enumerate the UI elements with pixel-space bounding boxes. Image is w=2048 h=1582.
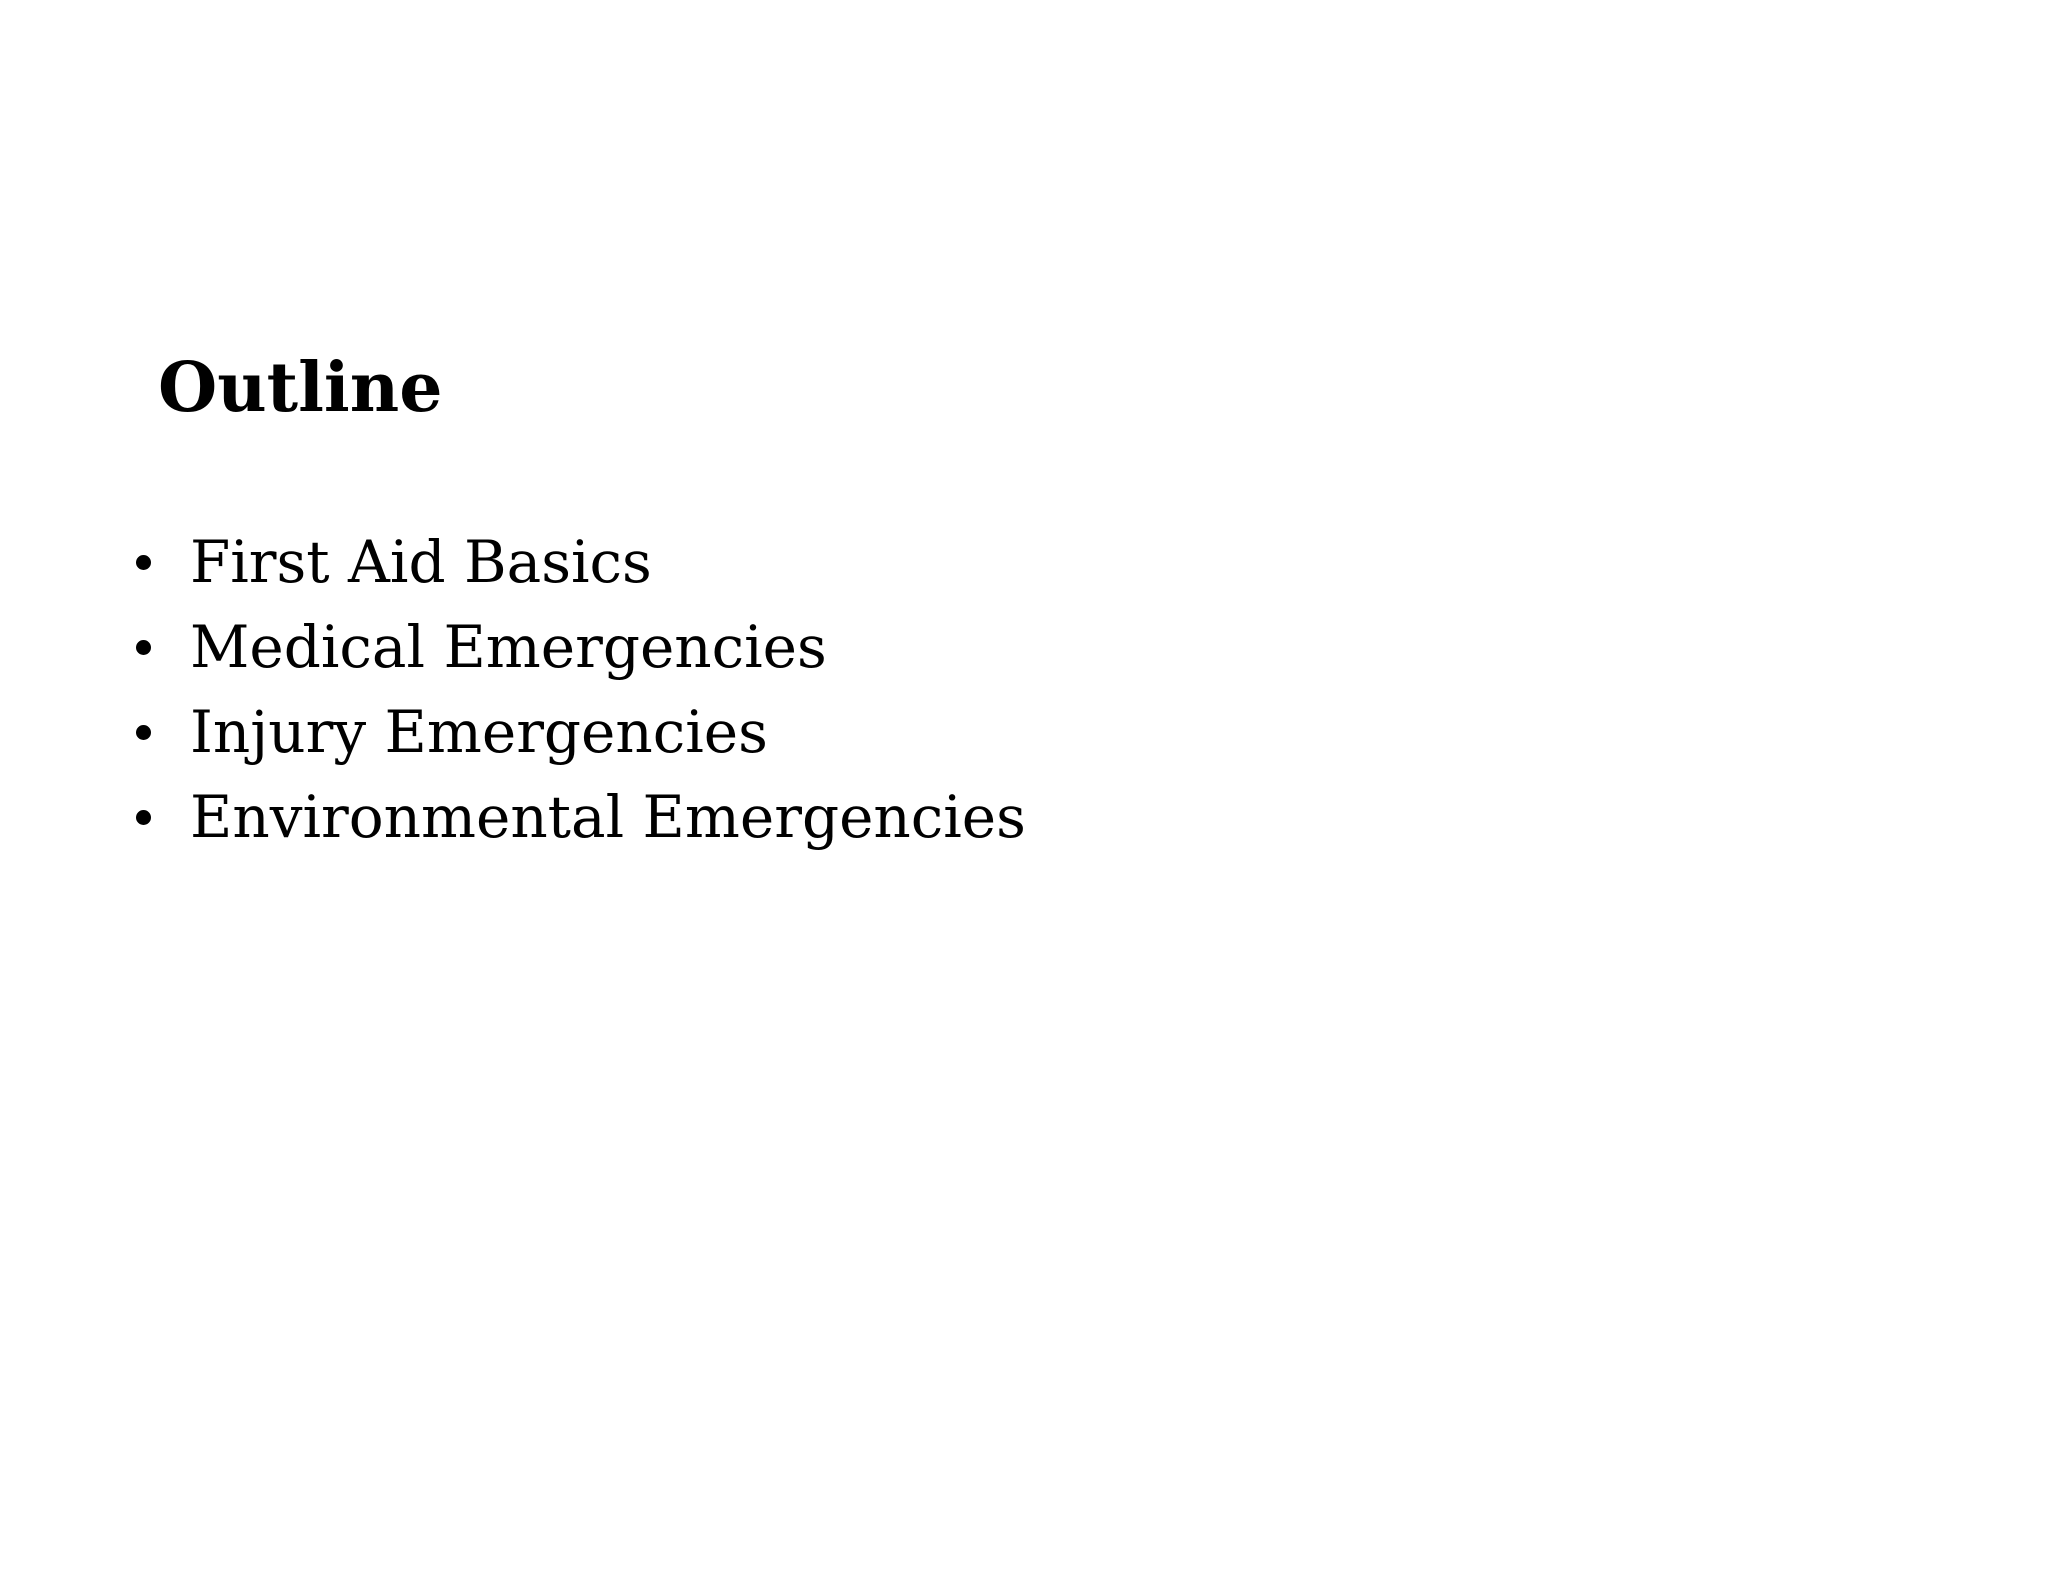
list-item xyxy=(130,690,1026,775)
bullet-icon xyxy=(136,555,151,570)
list-item-label: Medical Emergencies xyxy=(190,613,827,681)
outline-list xyxy=(130,520,1026,860)
list-item xyxy=(130,520,1026,605)
list-item-label: First Aid Basics xyxy=(190,528,652,596)
list-item-label: Environmental Emergencies xyxy=(190,783,1026,851)
bullet-icon xyxy=(136,725,151,740)
bullet-icon xyxy=(136,810,151,825)
bullet-icon xyxy=(136,640,151,655)
list-item xyxy=(130,605,1026,690)
list-item xyxy=(130,775,1026,860)
page-title: Outline xyxy=(158,348,443,428)
list-item-label: Injury Emergencies xyxy=(190,698,768,766)
